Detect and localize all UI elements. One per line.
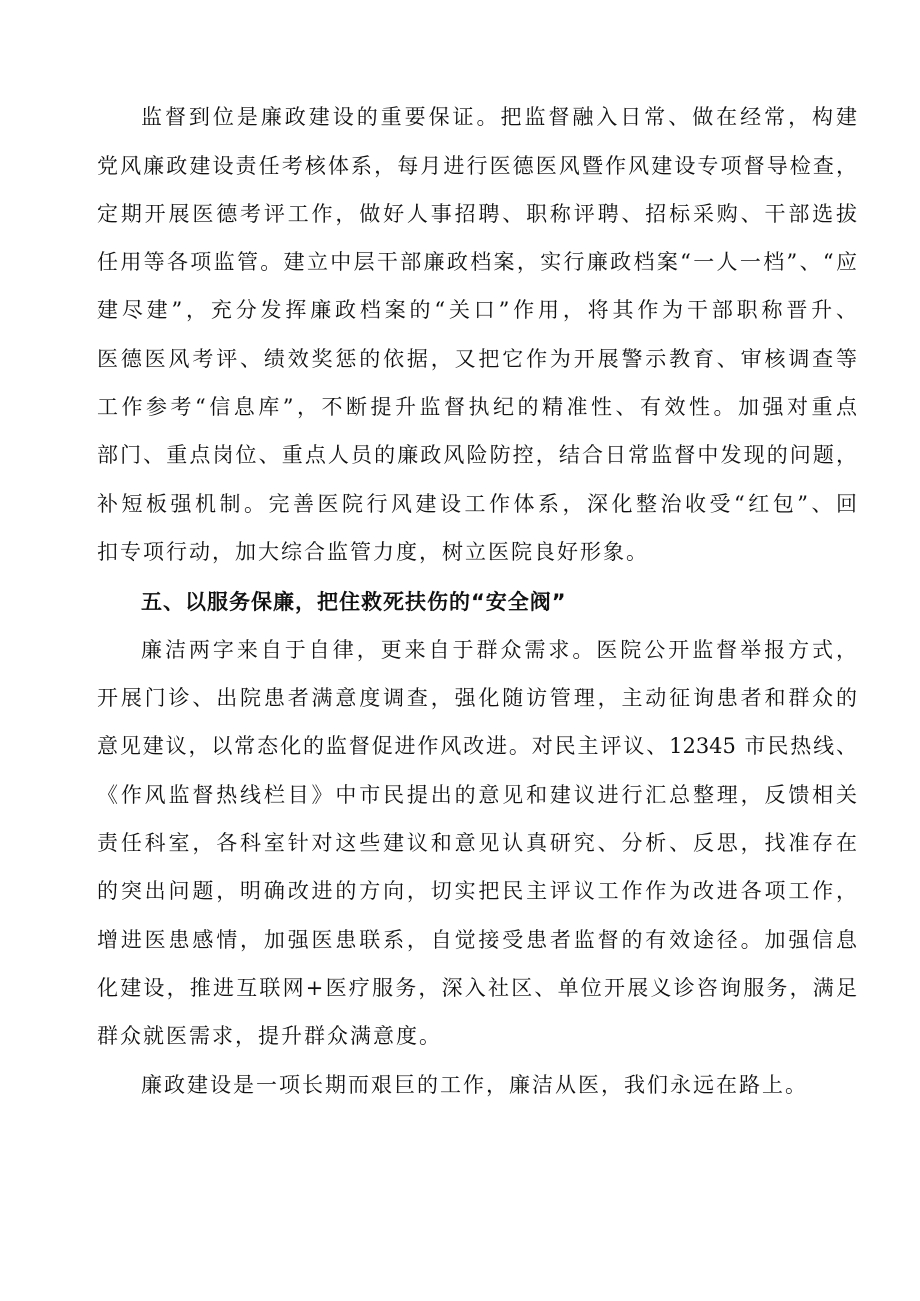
text-line: 的突出问题，明确改进的方向，切实把民主评议工作作为改进各项工作， xyxy=(97,879,857,903)
text-line: 部门、重点岗位、重点人员的廉政风险防控，结合日常监督中发现的问题， xyxy=(97,443,857,467)
text-line: 扣专项行动，加大综合监管力度，树立医院良好形象。 xyxy=(97,540,649,564)
text-line: 党风廉政建设责任考核体系，每月进行医德医风暨作风建设专项督导检查， xyxy=(97,154,857,178)
text-line: 监督到位是廉政建设的重要保证。把监督融入日常、做在经常，构建 xyxy=(141,105,857,129)
text-line: 责任科室，各科室针对这些建议和意见认真研究、分析、反思，找准存在 xyxy=(97,831,857,855)
text-line: 增进医患感情，加强医患联系，自觉接受患者监督的有效途径。加强信息 xyxy=(97,928,857,952)
text-line: 意见建议，以常态化的监督促进作风改进。对民主评议、12345 市民热线、 xyxy=(97,734,857,758)
text-line: 群众就医需求，提升群众满意度。 xyxy=(97,1024,442,1048)
text-line: 工作参考“信息库”，不断提升监督执纪的精准性、有效性。加强对重点 xyxy=(97,395,857,419)
text-line: 化建设，推进互联网+医疗服务，深入社区、单位开展义诊咨询服务，满足 xyxy=(97,976,857,1000)
section-heading: 五、以服务保廉，把住救死扶伤的“安全阀” xyxy=(141,590,567,614)
text-line: 医德医风考评、绩效奖惩的依据，又把它作为开展警示教育、审核调查等 xyxy=(97,347,857,371)
text-line: 廉政建设是一项长期而艰巨的工作，廉洁从医，我们永远在路上。 xyxy=(141,1073,808,1097)
text-line: 开展门诊、出院患者满意度调查，强化随访管理，主动征询患者和群众的 xyxy=(97,686,857,710)
text-line: 定期开展医德考评工作，做好人事招聘、职称评聘、招标采购、干部选拔 xyxy=(97,202,857,226)
text-line: 任用等各项监管。建立中层干部廉政档案，实行廉政档案“一人一档”、“应 xyxy=(97,250,857,274)
text-line: 廉洁两字来自于自律，更来自于群众需求。医院公开监督举报方式， xyxy=(141,638,857,662)
text-line: 《作风监督热线栏目》中市民提出的意见和建议进行汇总整理，反馈相关 xyxy=(97,783,857,807)
text-line: 补短板强机制。完善医院行风建设工作体系，深化整治收受“红包”、回 xyxy=(97,492,857,516)
text-line: 建尽建”，充分发挥廉政档案的“关口”作用，将其作为干部职称晋升、 xyxy=(97,298,857,322)
